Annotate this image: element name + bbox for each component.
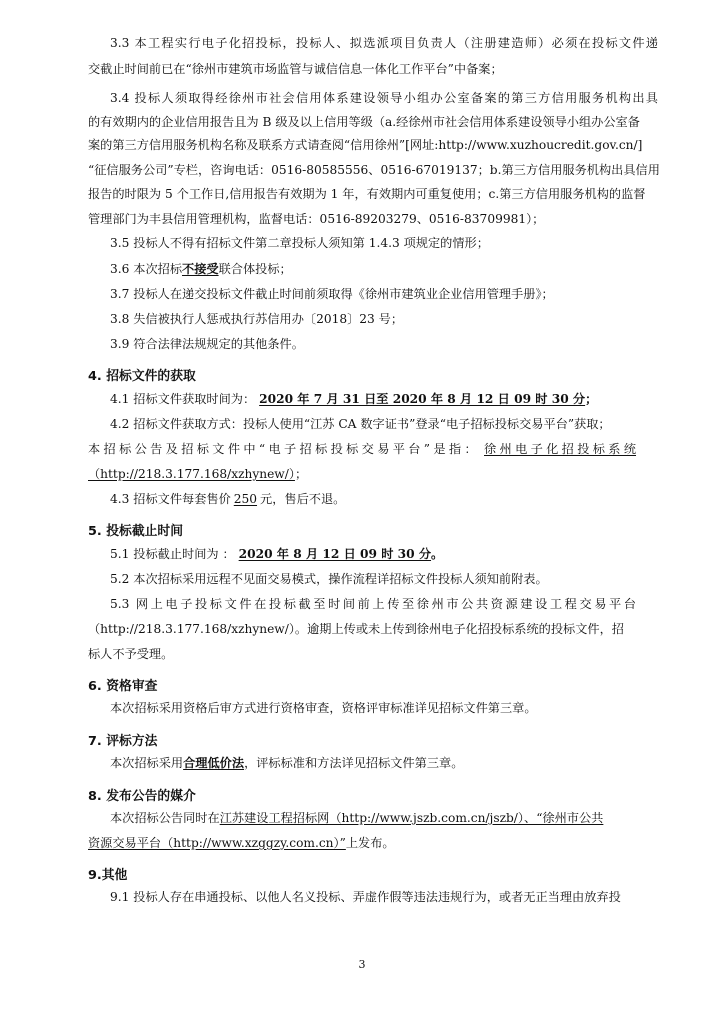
para-5-1-post: 。 — [431, 547, 444, 561]
para-4-3 — [110, 491, 345, 507]
para-7-pre: 本次招标采用 — [110, 756, 184, 770]
para-4-3-pre: 4.3 招标文件每套售价 — [110, 492, 231, 506]
para-3-5: 3.5 投标人不得有招标文件第二章投标人须知第 1.4.3 项规定的情形； — [110, 236, 489, 250]
heading-7: 7. 评标方法 — [88, 734, 158, 749]
para-3-9: 3.9 符合法律法规规定的其他条件。 — [110, 337, 304, 351]
heading-4: 4. 招标文件的获取 — [88, 369, 196, 384]
para-4-2-line3 — [88, 466, 307, 482]
para-4-2-line2 — [88, 441, 636, 457]
para-3-6-bold: 不接受 — [182, 262, 219, 276]
para-3-8: 3.8 失信被执行人惩戒执行苏信用办〔2018〕23 号； — [110, 312, 404, 326]
para-3-3-line2: 交截止时间前已在“徐州市建筑市场监管与诚信信息一体化工作平台”中备案； — [88, 62, 503, 76]
para-4-3-value: 250 — [233, 492, 258, 506]
para-5-3-line2: （http://218.3.177.168/xzhynew/）。逾期上传或未上传到徐州电子化招投标系统的投标文件，招 — [88, 622, 624, 636]
heading-8: 8. 发布公告的媒介 — [88, 789, 196, 804]
para-3-6 — [110, 261, 292, 277]
para-6: 本次招标采用资格后审方式进行资格审查，资格评审标准详见招标文件第三章。 — [110, 701, 537, 715]
para-5-1-value: 2020 年 8 月 12 日 09 时 30 分 — [238, 547, 432, 561]
para-4-2-line3-post: ； — [294, 467, 308, 481]
para-3-6-post: 联合体投标； — [218, 262, 292, 276]
para-3-4-line3: 案的第三方信用服务机构名称及联系方式请查阅“信用徐州”[网址:http://www.xuzhoucredit.gov.cn/] — [88, 138, 643, 152]
xzggzy-link[interactable]: 资源交易平台（http://www.xzggzy.com.cn）” — [88, 836, 346, 850]
para-4-1-post: ； — [585, 392, 598, 406]
para-3-4-line6: 管理部门为丰县信用管理机构，监督电话：0516-89203279、0516-83709981）； — [88, 212, 545, 226]
para-3-4-line5: 报告的时限为 5 个工作日,信用报告有效期为 1 年，有效期内可重复使用；c.第三方信用服务机构的监督 — [88, 187, 646, 201]
platform-link[interactable]: 徐州电子化招投标系统 — [484, 442, 637, 456]
para-4-2-line2-pre: 本招标公告及招标文件中“电子招标投标交易平台”是指： — [88, 442, 480, 456]
heading-6: 6. 资格审查 — [88, 679, 158, 694]
para-3-3-line1: 3.3 本工程实行电子化招投标，投标人、拟选派项目负责人（注册建造师）必须在投标文件递 — [110, 36, 658, 50]
para-5-1 — [110, 546, 443, 562]
jszb-link[interactable]: 江苏建设工程招标网（http://www.jszb.com.cn/jszb/）、“徐州市公共 — [219, 811, 604, 825]
para-8-line2 — [88, 835, 395, 851]
heading-5: 5. 投标截止时间 — [88, 524, 184, 539]
para-9-1: 9.1 投标人存在串通投标、以他人名义投标、弄虚作假等违法违规行为，或者无正当理由放弃投 — [110, 890, 621, 904]
para-3-4-line4: “征信服务公司”专栏，咨询电话：0516-80585556、0516-67019137；b.第三方信用服务机构出具信用 — [88, 163, 660, 177]
para-7 — [110, 755, 463, 771]
para-8-line1 — [110, 810, 603, 826]
para-8-pre: 本次招标公告同时在 — [110, 811, 220, 825]
page-number: 3 — [358, 958, 366, 971]
para-3-4-line2: 的有效期内的企业信用报告且为 B 级及以上信用等级（a.经徐州市社会信用体系建设领导小组办公室备 — [88, 115, 640, 129]
para-3-4-line1: 3.4 投标人须取得经徐州市社会信用体系建设领导小组办公室备案的第三方信用服务机构出具 — [110, 91, 658, 105]
para-4-1-value: 2020 年 7 月 31 日至 2020 年 8 月 12 日 09 时 30 分 — [259, 392, 586, 406]
para-4-1-pre: 4.1 招标文件获取时间为： — [110, 392, 256, 406]
para-4-3-post: 元，售后不退。 — [260, 492, 346, 506]
para-7-post: ，评标标准和方法详见招标文件第三章。 — [244, 756, 464, 770]
para-5-1-pre: 5.1 投标截止时间为 ： — [110, 547, 235, 561]
para-4-2-line1: 4.2 招标文件获取方式：投标人使用“江苏 CA 数字证书”登录“电子招标投标交易平台”获取； — [110, 417, 611, 431]
para-5-2: 5.2 本次招标采用远程不见面交易模式，操作流程详招标文件投标人须知前附表。 — [110, 572, 548, 586]
para-4-1 — [110, 391, 597, 407]
platform-url-link[interactable]: （http://218.3.177.168/xzhynew/） — [88, 467, 295, 481]
para-8-line2-post: 上发布。 — [345, 836, 395, 850]
heading-9: 9.其他 — [88, 868, 128, 883]
para-7-bold: 合理低价法 — [183, 756, 245, 770]
para-5-3-line3: 标人不予受理。 — [88, 647, 174, 661]
para-3-6-pre: 3.6 本次招标 — [110, 262, 183, 276]
para-5-3-line1: 5.3 网上电子投标文件在投标截至时间前上传至徐州市公共资源建设工程交易平台 — [110, 597, 636, 611]
para-3-7: 3.7 投标人在递交投标文件截止时间前须取得《徐州市建筑业企业信用管理手册》； — [110, 287, 554, 301]
